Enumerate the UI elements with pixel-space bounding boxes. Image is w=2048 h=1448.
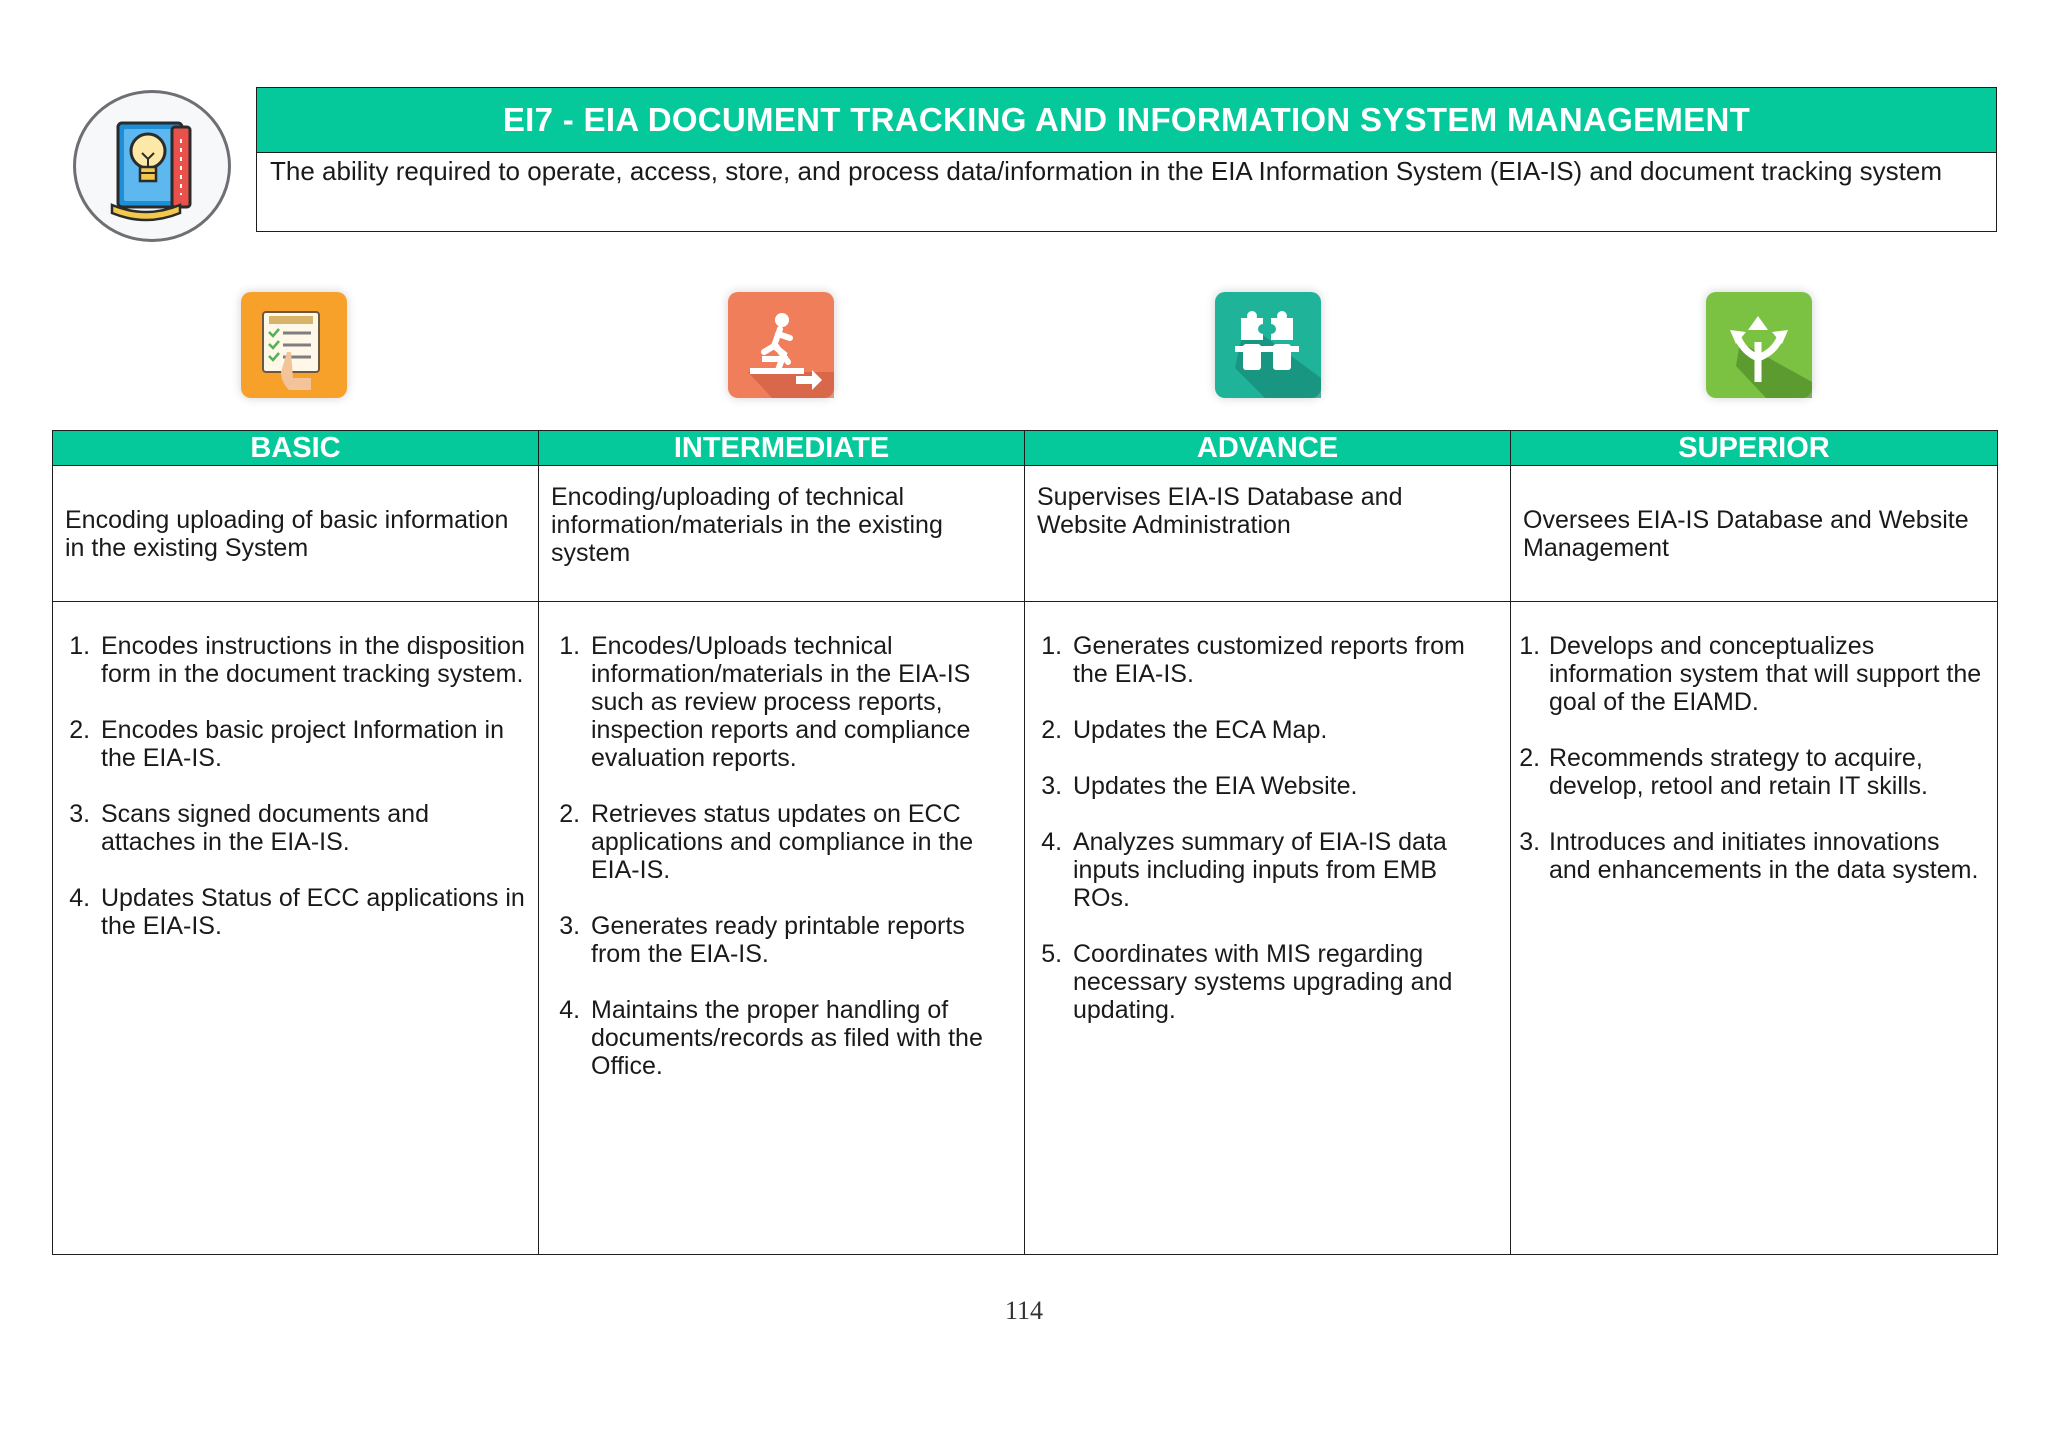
branching-arrows-icon [1696, 282, 1824, 410]
superior-level-icon [1696, 282, 1824, 410]
header-intermediate: INTERMEDIATE [539, 431, 1025, 466]
running-person-stairs-icon [718, 282, 846, 410]
superior-item-list [1523, 632, 1985, 884]
advance-level-icon [1205, 282, 1333, 410]
list-item: 3. Updates the EIA Website. [1069, 772, 1498, 800]
advance-item-list [1037, 632, 1498, 1024]
header-superior: SUPERIOR [1511, 431, 1998, 466]
proficiency-levels-table [52, 430, 1998, 1255]
competency-title: EI7 - EIA DOCUMENT TRACKING AND INFORMATION SYSTEM MANAGEMENT [257, 88, 1996, 153]
header-basic: BASIC [53, 431, 539, 466]
summary-advance: Supervises EIA-IS Database and Website Administration [1025, 466, 1511, 602]
checklist-hand-icon [231, 282, 359, 410]
list-item: 2. Recommends strategy to acquire, develop, retool and retain IT skills. [1547, 744, 1985, 800]
items-superior [1511, 602, 1998, 1255]
list-item: 5. Coordinates with MIS regarding necessary systems upgrading and updating. [1069, 940, 1498, 1024]
items-basic [53, 602, 539, 1255]
level-items-row [53, 602, 1998, 1255]
level-summary-row [53, 466, 1998, 602]
summary-superior: Oversees EIA-IS Database and Website Management [1511, 466, 1998, 602]
list-item: 2. Updates the ECA Map. [1069, 716, 1498, 744]
list-item: 4. Analyzes summary of EIA-IS data inputs including inputs from EMB ROs. [1069, 828, 1498, 912]
list-item: 4. Maintains the proper handling of documents/records as filed with the Office. [587, 996, 1012, 1080]
list-item: 1. Encodes/Uploads technical information/materials in the EIA-IS such as review process reports, inspection reports and compliance evaluation reports. [587, 632, 1012, 772]
page-number: 114 [1004, 1296, 1044, 1325]
competency-description: The ability required to operate, access, store, and process data/information in the EIA Information System (EIA-IS) and document tracking system [270, 156, 1943, 186]
list-item: 1. Generates customized reports from the EIA-IS. [1069, 632, 1498, 688]
summary-basic: Encoding uploading of basic information in the existing System [53, 466, 539, 602]
puzzle-people-icon [1205, 282, 1333, 410]
list-item: 2. Retrieves status updates on ECC applications and compliance in the EIA-IS. [587, 800, 1012, 884]
list-item: 1. Develops and conceptualizes information system that will support the goal of the EIAMD. [1547, 632, 1985, 716]
level-header-row [53, 431, 1998, 466]
header-advance: ADVANCE [1025, 431, 1511, 466]
list-item: 1. Encodes instructions in the disposition form in the document tracking system. [97, 632, 526, 688]
intermediate-level-icon [718, 282, 846, 410]
items-intermediate [539, 602, 1025, 1255]
summary-intermediate: Encoding/uploading of technical information/materials in the existing system [539, 466, 1025, 602]
book-lightbulb-icon [76, 93, 228, 239]
list-item: 3. Scans signed documents and attaches in the EIA-IS. [97, 800, 526, 856]
basic-item-list [65, 632, 526, 940]
basic-level-icon [231, 282, 359, 410]
list-item: 2. Encodes basic project Information in the EIA-IS. [97, 716, 526, 772]
items-advance [1025, 602, 1511, 1255]
intermediate-item-list [551, 632, 1012, 1080]
list-item: 3. Generates ready printable reports from the EIA-IS. [587, 912, 1012, 968]
competency-header [256, 87, 1997, 232]
list-item: 4. Updates Status of ECC applications in the EIA-IS. [97, 884, 526, 940]
list-item: 3. Introduces and initiates innovations and enhancements in the data system. [1547, 828, 1985, 884]
logo [73, 90, 231, 242]
